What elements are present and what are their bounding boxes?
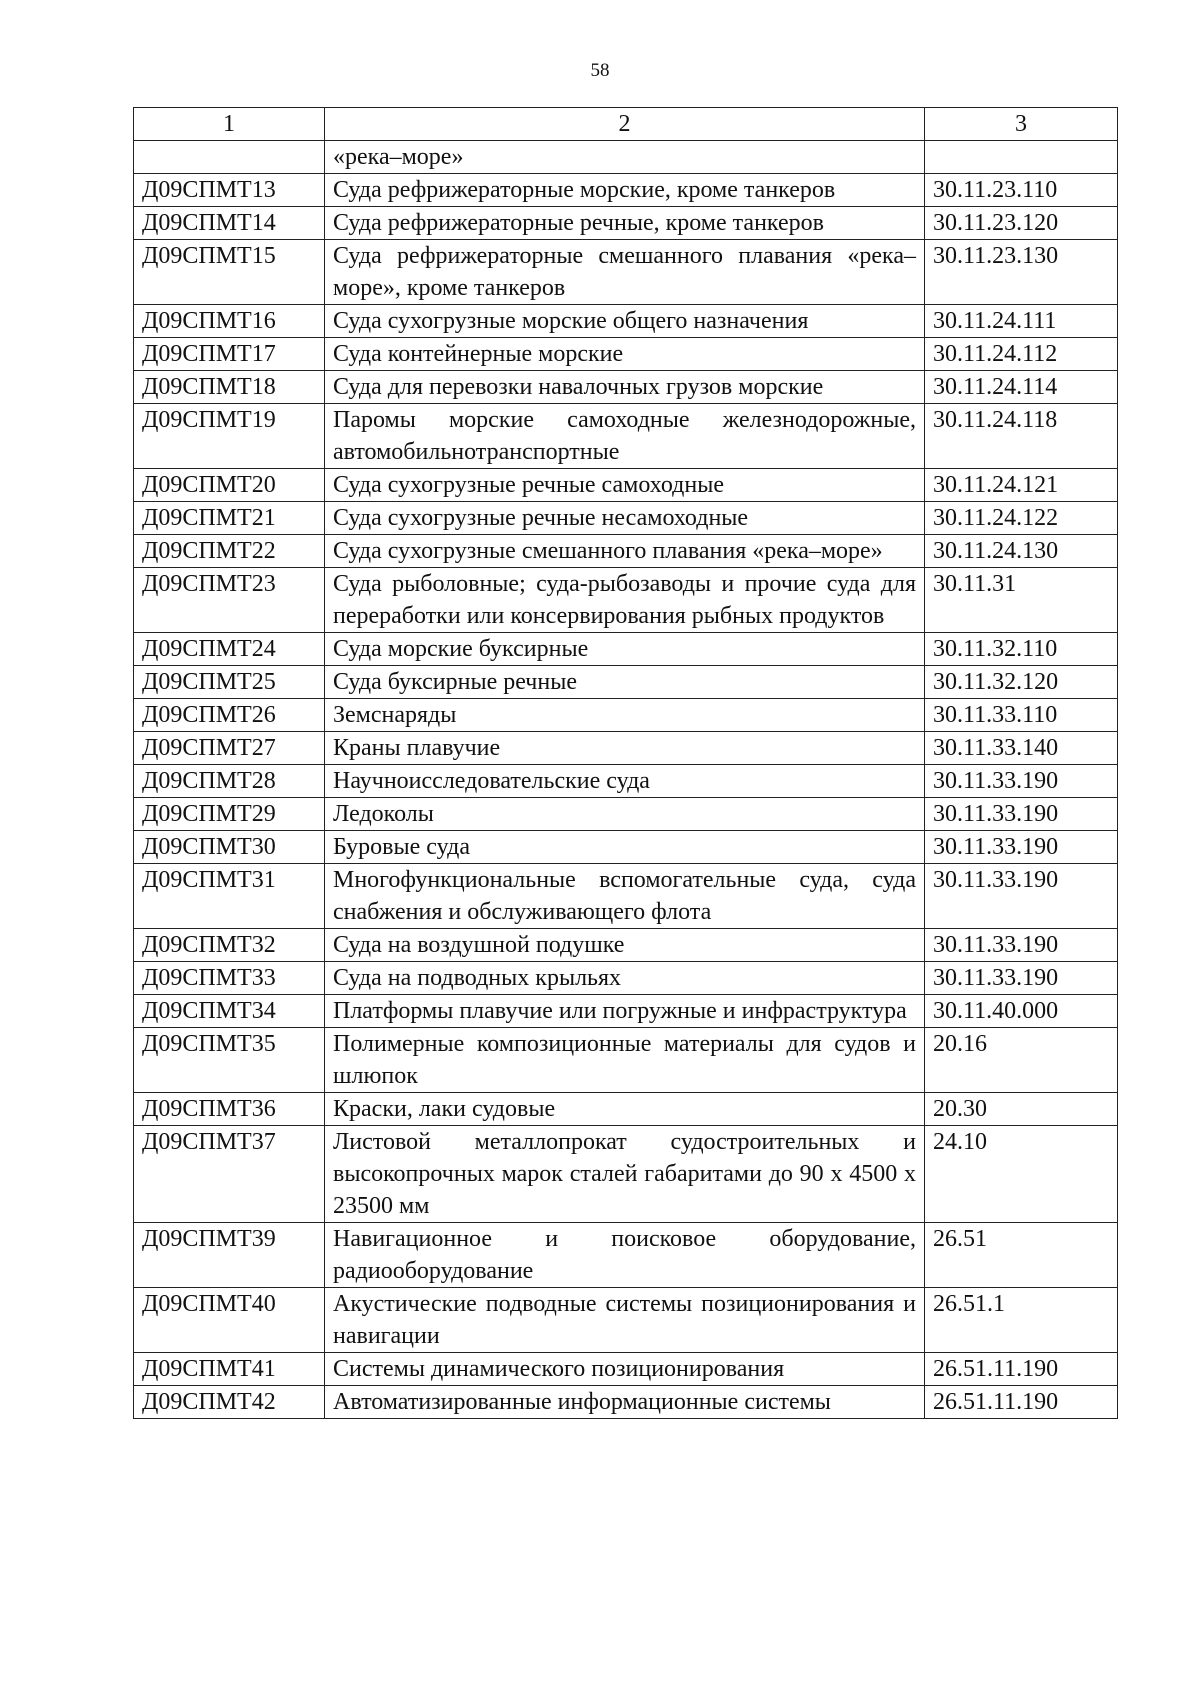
- okpd-code-cell: 30.11.24.118: [925, 404, 1118, 469]
- table-row: [134, 995, 1118, 1028]
- code-cell: Д09СПМТ32: [134, 929, 325, 962]
- description-cell: Паромы морские самоходные железнодорожные, автомобильнотранспортные: [325, 404, 925, 469]
- table-row: [134, 633, 1118, 666]
- okpd-code-cell: 30.11.32.110: [925, 633, 1118, 666]
- code-cell: Д09СПМТ15: [134, 240, 325, 305]
- codes-table: [133, 107, 1118, 1419]
- column-header-okpd: 3: [925, 108, 1118, 141]
- code-cell: Д09СПМТ33: [134, 962, 325, 995]
- okpd-code-cell: 26.51.1: [925, 1288, 1118, 1353]
- description-cell: Автоматизированные информационные системы: [325, 1386, 925, 1419]
- code-cell: Д09СПМТ18: [134, 371, 325, 404]
- description-cell: Буровые суда: [325, 831, 925, 864]
- description-cell: Ледоколы: [325, 798, 925, 831]
- description-cell: Суда для перевозки навалочных грузов морские: [325, 371, 925, 404]
- description-cell: Земснаряды: [325, 699, 925, 732]
- table-row: [134, 469, 1118, 502]
- okpd-code-cell: 30.11.23.120: [925, 207, 1118, 240]
- code-cell: Д09СПМТ17: [134, 338, 325, 371]
- code-cell: Д09СПМТ19: [134, 404, 325, 469]
- code-cell: Д09СПМТ26: [134, 699, 325, 732]
- description-cell: Суда на воздушной подушке: [325, 929, 925, 962]
- column-header-code: 1: [134, 108, 325, 141]
- description-cell: Суда рефрижераторные смешанного плавания «река–море», кроме танкеров: [325, 240, 925, 305]
- table-row: [134, 962, 1118, 995]
- okpd-code-cell: 30.11.31: [925, 568, 1118, 633]
- table-row: [134, 1223, 1118, 1288]
- description-cell: Суда сухогрузные морские общего назначения: [325, 305, 925, 338]
- description-cell: Навигационное и поисковое оборудование, радиооборудование: [325, 1223, 925, 1288]
- table-row: [134, 1288, 1118, 1353]
- code-cell: Д09СПМТ27: [134, 732, 325, 765]
- okpd-code-cell: 24.10: [925, 1126, 1118, 1223]
- okpd-code-cell: [925, 141, 1118, 174]
- description-cell: Многофункциональные вспомогательные суда, суда снабжения и обслуживающего флота: [325, 864, 925, 929]
- code-cell: Д09СПМТ35: [134, 1028, 325, 1093]
- table-row: [134, 666, 1118, 699]
- table-row: [134, 404, 1118, 469]
- okpd-code-cell: 30.11.33.190: [925, 831, 1118, 864]
- okpd-code-cell: 20.30: [925, 1093, 1118, 1126]
- okpd-code-cell: 20.16: [925, 1028, 1118, 1093]
- table-row: [134, 831, 1118, 864]
- table-row: [134, 535, 1118, 568]
- table-row: [134, 732, 1118, 765]
- table-row: [134, 174, 1118, 207]
- description-cell: Суда на подводных крыльях: [325, 962, 925, 995]
- okpd-code-cell: 30.11.24.121: [925, 469, 1118, 502]
- table-row: [134, 864, 1118, 929]
- table-row: [134, 699, 1118, 732]
- okpd-code-cell: 26.51.11.190: [925, 1353, 1118, 1386]
- table-row: [134, 1093, 1118, 1126]
- table-row: [134, 240, 1118, 305]
- description-cell: Листовой металлопрокат судостроительных и высокопрочных марок сталей габаритами до 90 х 4500 х 23500 мм: [325, 1126, 925, 1223]
- code-cell: Д09СПМТ28: [134, 765, 325, 798]
- okpd-code-cell: 30.11.33.190: [925, 962, 1118, 995]
- column-header-description: 2: [325, 108, 925, 141]
- table-row: [134, 1386, 1118, 1419]
- okpd-code-cell: 26.51.11.190: [925, 1386, 1118, 1419]
- description-cell: Системы динамического позиционирования: [325, 1353, 925, 1386]
- table-row: [134, 371, 1118, 404]
- description-cell: Суда рефрижераторные морские, кроме танкеров: [325, 174, 925, 207]
- code-cell: Д09СПМТ39: [134, 1223, 325, 1288]
- table-header-row: [134, 108, 1118, 141]
- code-cell: Д09СПМТ36: [134, 1093, 325, 1126]
- table-row: [134, 929, 1118, 962]
- description-cell: Научноисследовательские суда: [325, 765, 925, 798]
- table-row: [134, 338, 1118, 371]
- code-cell: Д09СПМТ23: [134, 568, 325, 633]
- code-cell: Д09СПМТ31: [134, 864, 325, 929]
- table-row: [134, 1028, 1118, 1093]
- table-body: [134, 141, 1118, 1419]
- code-cell: Д09СПМТ21: [134, 502, 325, 535]
- description-cell: Суда сухогрузные речные несамоходные: [325, 502, 925, 535]
- okpd-code-cell: 30.11.23.130: [925, 240, 1118, 305]
- okpd-code-cell: 30.11.33.190: [925, 765, 1118, 798]
- table-row: [134, 141, 1118, 174]
- okpd-code-cell: 30.11.24.122: [925, 502, 1118, 535]
- code-cell: Д09СПМТ30: [134, 831, 325, 864]
- code-cell: Д09СПМТ22: [134, 535, 325, 568]
- code-cell: [134, 141, 325, 174]
- page-number: 58: [590, 60, 610, 81]
- code-cell: Д09СПМТ41: [134, 1353, 325, 1386]
- okpd-code-cell: 30.11.32.120: [925, 666, 1118, 699]
- description-cell: Суда буксирные речные: [325, 666, 925, 699]
- description-cell: Полимерные композиционные материалы для судов и шлюпок: [325, 1028, 925, 1093]
- table-row: [134, 1353, 1118, 1386]
- code-cell: Д09СПМТ24: [134, 633, 325, 666]
- description-cell: Суда сухогрузные смешанного плавания «река–море»: [325, 535, 925, 568]
- table-row: [134, 502, 1118, 535]
- code-cell: Д09СПМТ34: [134, 995, 325, 1028]
- table-row: [134, 1126, 1118, 1223]
- okpd-code-cell: 30.11.33.190: [925, 864, 1118, 929]
- description-cell: Краски, лаки судовые: [325, 1093, 925, 1126]
- okpd-code-cell: 30.11.33.190: [925, 798, 1118, 831]
- table-row: [134, 765, 1118, 798]
- code-cell: Д09СПМТ29: [134, 798, 325, 831]
- code-cell: Д09СПМТ20: [134, 469, 325, 502]
- okpd-code-cell: 30.11.33.190: [925, 929, 1118, 962]
- description-cell: Платформы плавучие или погружные и инфраструктура: [325, 995, 925, 1028]
- code-cell: Д09СПМТ42: [134, 1386, 325, 1419]
- description-cell: Суда рыболовные; суда-рыбозаводы и прочие суда для переработки или консервирования рыбных продуктов: [325, 568, 925, 633]
- table-row: [134, 568, 1118, 633]
- okpd-code-cell: 30.11.24.112: [925, 338, 1118, 371]
- code-cell: Д09СПМТ25: [134, 666, 325, 699]
- description-cell: «река–море»: [325, 141, 925, 174]
- okpd-code-cell: 30.11.23.110: [925, 174, 1118, 207]
- description-cell: Краны плавучие: [325, 732, 925, 765]
- code-cell: Д09СПМТ14: [134, 207, 325, 240]
- description-cell: Суда сухогрузные речные самоходные: [325, 469, 925, 502]
- okpd-code-cell: 30.11.33.140: [925, 732, 1118, 765]
- description-cell: Акустические подводные системы позиционирования и навигации: [325, 1288, 925, 1353]
- okpd-code-cell: 30.11.33.110: [925, 699, 1118, 732]
- code-cell: Д09СПМТ16: [134, 305, 325, 338]
- okpd-code-cell: 30.11.40.000: [925, 995, 1118, 1028]
- table-row: [134, 305, 1118, 338]
- description-cell: Суда рефрижераторные речные, кроме танкеров: [325, 207, 925, 240]
- table-row: [134, 207, 1118, 240]
- okpd-code-cell: 30.11.24.111: [925, 305, 1118, 338]
- okpd-code-cell: 30.11.24.114: [925, 371, 1118, 404]
- code-cell: Д09СПМТ37: [134, 1126, 325, 1223]
- okpd-code-cell: 26.51: [925, 1223, 1118, 1288]
- code-cell: Д09СПМТ13: [134, 174, 325, 207]
- description-cell: Суда контейнерные морские: [325, 338, 925, 371]
- okpd-code-cell: 30.11.24.130: [925, 535, 1118, 568]
- table-row: [134, 798, 1118, 831]
- description-cell: Суда морские буксирные: [325, 633, 925, 666]
- code-cell: Д09СПМТ40: [134, 1288, 325, 1353]
